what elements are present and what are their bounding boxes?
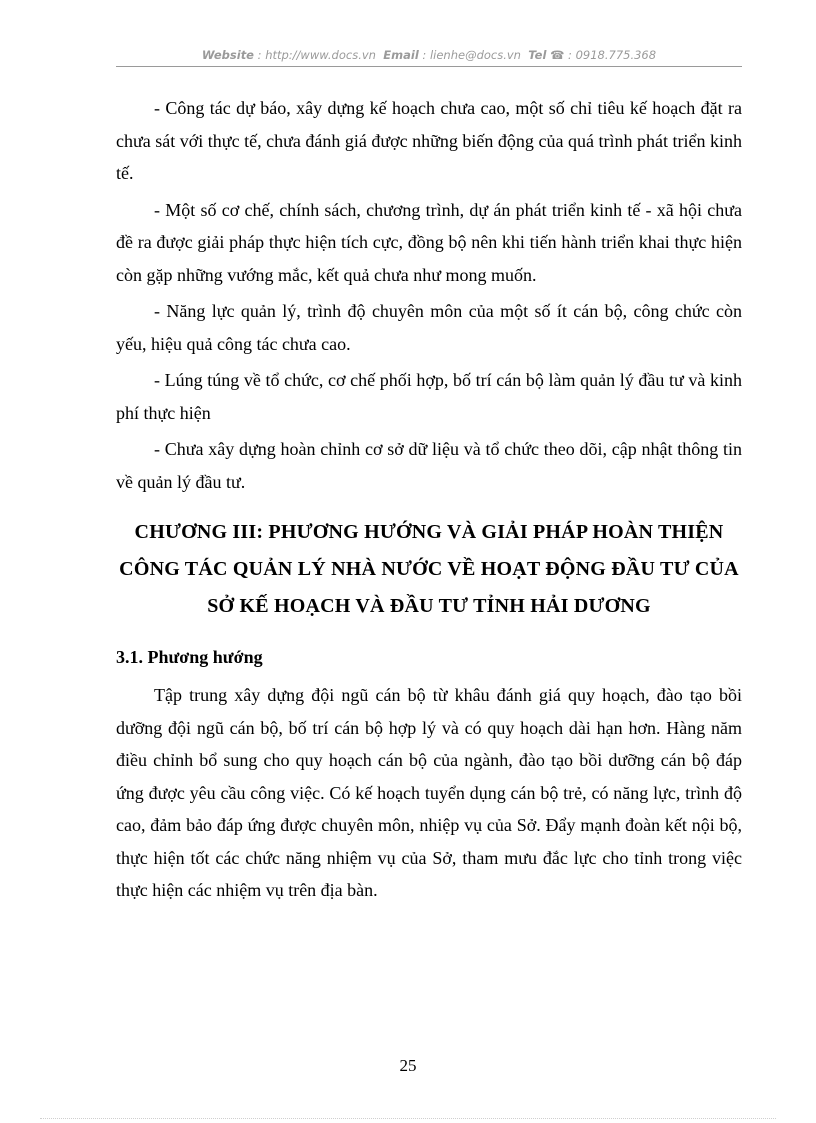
paragraph-database: - Chưa xây dựng hoàn chỉnh cơ sở dữ liệu và tổ chức theo dõi, cập nhật thông tin về quản lý đầu tư.: [116, 439, 742, 492]
section-paragraph: Tập trung xây dựng đội ngũ cán bộ từ khâu đánh giá quy hoạch, đào tạo bồi dưỡng đội ngũ cán bộ, bố trí cán bộ hợp lý và có quy hoạch dài hạn hơn. Hàng năm điều chỉnh bổ sung cho quy hoạch cán bộ của ngành, đào tạo bồi dưỡng cán bộ đáp ứng được yêu cầu công việc. Có kế hoạch tuyển dụng cán bộ trẻ, có năng lực, trình độ cao, đảm bảo đáp ứng được chuyên môn, nhiệp vụ của Sở. Đẩy mạnh đoàn kết nội bộ, thực hiện tốt các chức năng nhiệm vụ của Sở, tham mưu đắc lực cho tỉnh trong việc thực hiện các nhiệm vụ trên địa bàn.: [116, 685, 742, 900]
tel-sep: :: [564, 48, 576, 62]
email-sep: :: [418, 48, 430, 62]
page-number: 25: [399, 1056, 417, 1075]
paragraph-forecasting: - Công tác dự báo, xây dựng kế hoạch chưa cao, một số chỉ tiêu kế hoạch đặt ra chưa sát với thực tế, chưa đánh giá được những biến động của quá trình phát triển kinh tế.: [116, 98, 742, 183]
phone-icon: ☎: [550, 48, 565, 62]
document-body: [116, 92, 742, 911]
paragraph-organization: - Lúng túng về tổ chức, cơ chế phối hợp, bố trí cán bộ làm quản lý đầu tư và kinh phí thực hiện: [116, 370, 742, 423]
paragraph-mechanisms: - Một số cơ chế, chính sách, chương trình, dự án phát triển kinh tế - xã hội chưa đề ra được giải pháp thực hiện tích cực, đồng bộ nên khi tiến hành triển khai thực hiện còn gặp những vướng mắc, kết quả chưa như mong muốn.: [116, 199, 742, 285]
section-heading: 3.1. Phương hướng: [116, 647, 263, 667]
website-sep: :: [254, 48, 266, 62]
page-header: [116, 48, 742, 62]
tel-number: 0918.775.368: [575, 48, 657, 62]
paragraph-capacity: - Năng lực quản lý, trình độ chuyên môn của một số ít cán bộ, công chức còn yếu, hiệu quả công tác chưa cao.: [116, 301, 742, 354]
chapter-title: CHƯƠNG III: PHƯƠNG HƯỚNG VÀ GIẢI PHÁP HOÀN THIỆN CÔNG TÁC QUẢN LÝ NHÀ NƯỚC VỀ HOẠT ĐỘNG ĐẦU TƯ CỦA SỞ KẾ HOẠCH VÀ ĐẦU TƯ TỈNH HẢI DƯƠNG: [119, 521, 739, 617]
header-divider: [116, 66, 742, 67]
website-url[interactable]: http://www.docs.vn: [265, 48, 376, 62]
tel-label: Tel: [528, 48, 547, 62]
footer-divider: [40, 1118, 776, 1119]
email-address[interactable]: lienhe@docs.vn: [429, 48, 521, 62]
email-label: Email: [383, 48, 419, 62]
website-label: Website: [201, 48, 254, 62]
